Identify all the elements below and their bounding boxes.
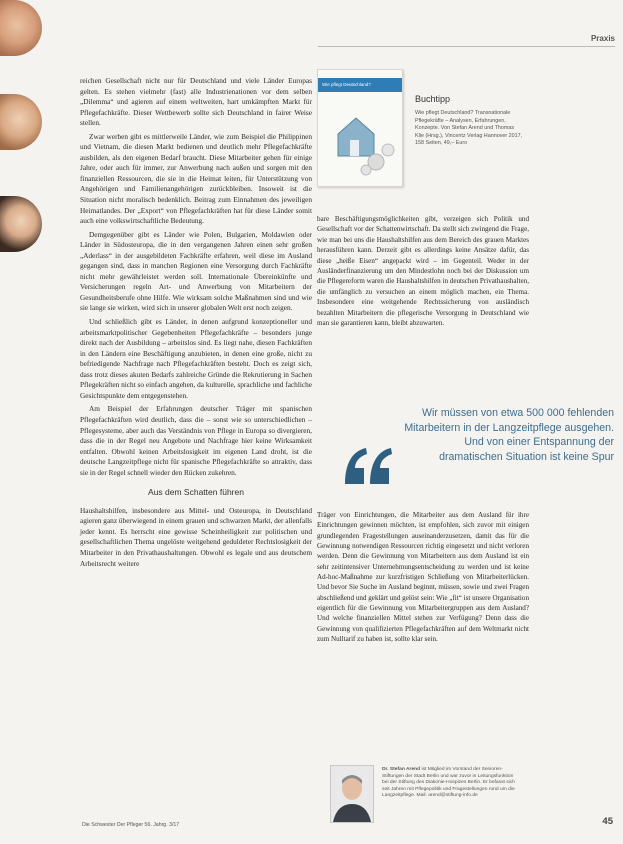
paragraph: bare Beschäftigungsmöglichkeiten gibt, verzeigen sich Politik und Gesellschaft vor der Schattenwirtschaft. Da stellt sich zwingend die Frage, wie man bei uns die Haushaltshilfen aus dem Bereich des grauen Marktes herausführen kann. Derzeit gibt es allerdings keine Ansätze dafür, das diese „heiße Eisen“ angepackt wird – im Gegenteil. Weder in der Ausländerfinanzierung um den Mindestlohn noch bei der Diskussion um die Pflegereform waren die Haushaltshilfen in deutschen Privathaushalten, die umfänglich zu versuchen an einem möglich machen, ein Thema. Insbesondere eine weitgehende Rechtssicherung von ausländisch bezahlten Mitarbeitern die pflegerische Versorgung in Deutschland wie man sie garantieren kann, bleibt abzuwarten. [317, 215, 529, 328]
section-label: Praxis [590, 34, 615, 43]
face-photo [0, 196, 42, 252]
footer-journal: Die Schwester Der Pfleger 56. Jahrg. 3/17 [82, 822, 180, 828]
book-tip-title: Buchtipp [415, 94, 451, 104]
paragraph: Demgegenüber gibt es Länder wie Polen, Bulgarien, Moldawien oder Länder in Südosteuropa, die in den vergangenen Jahren einen sehr großen „Aderlass“ in der ausgebildeten Fachkräfte erfahren, weil diese im Ausland gegangen sind, dass in manchen Regionen eine Versorgung durch Fachkräfte nicht mehr gewährleistet werden soll. Internationale Übereinkünfte und Versicherungen regeln Art- und Anwerbung von Mitarbeitern der Gesundheitsberufe ohne Hilfe. Wie wirksam solche Maßnahmen sind und wie sie lange sie wirken, wird sich in unserer globalen Welt erst noch zeigen. [80, 229, 312, 313]
author-photo [330, 765, 374, 823]
book-cover-title: Wie pflegt Deutschland? [318, 78, 402, 92]
author-text: ist Mitglied im Vorstand der Senioren-Stiftungen der Stadt Berlin und war zuvor in Leitungsfunktion bei der Stiftung des Diakonie-Hospizes Berlin. Er befasst sich seit Jahren mit Pflegepolitik und Fragestellungen rund um die Langzeitpflege. Mail: arend@stiftung-info.de [382, 767, 515, 798]
puzzle-house-illustration [318, 70, 402, 186]
faces-photo-strip [0, 0, 44, 290]
book-tip-text: Wie pflegt Deutschland? Transnationale Pflegekräfte – Analysen, Erfahrungen, Konzepte. Von Stefan Arend und Thomas Klie (Hrsg.), Vincentz Verlag Hannover 2017, 158 Seiten, 49,– Euro [415, 110, 523, 147]
pull-quote [346, 406, 614, 464]
face-photo [0, 0, 42, 56]
pull-quote-text: Wir müssen von etwa 500 000 fehlenden Mitarbeitern in der Langzeitpflege ausgehen. Und von einer Entspannung der dramatischen Situation ist keine Spur [404, 407, 614, 463]
paragraph: Träger von Einrichtungen, die Mitarbeiter aus dem Ausland für ihre Einrichtungen gewinnen möchten, ist empfohlen, sich zuvor mit einigen grundlegenden Fragestellungen auseinanderzusetzen, damit das für die Gewinnung notwendigen Ressourcen richtig eingesetzt und nicht verloren werden. Denn die Gewinnung von Mitarbeitern aus dem Ausland ist ein sehr zeitintensiver Unternehmungsentscheidung zu werden und ist keine Ad-hoc-Maßnahme zur kurzfristigen Schließung von Mitarbeiterlücken. Und bevor Sie Suche im Ausland beginnt, müssen, sowie und zwei Fragen abschließend und geklärt und gelöst sein: Wie „fit“ ist unsere Organisation eigentlich für die Gewinnung von Mitarbeitergruppen aus dem Ausland? Und welche finanziellen Mittel stehen zur Verfügung? Denn dass die Gewinnung von qualifizierten Pflegefachkräften auf dem Weltmarkt nicht zum Nulltarif zu haben ist, sollte klar sein. [317, 511, 529, 644]
paragraph: Am Beispiel der Erfahrungen deutscher Träger mit spanischen Pflegefachkräften wird deutlich, dass die – sonst wie so unterschiedlichen – Pflegesysteme, aber auch das Verständnis von Pflege in Europa so divergieren, dass die in der Regel neu Angebote und Nachfrage hier keine Wirksamkeit entfalten. Obwohl keinen Arbeitslosigkeit im eigenen Land droht, ist die deutsche Langzeitpflege nicht für spanische Pflegefachkräfte so attraktiv, dass sie in der Regel schnell wieder den Rücken zukehren. [80, 404, 312, 477]
author-name: Dr. Stefan Arend [382, 767, 421, 772]
right-column-lower [317, 510, 529, 647]
face-photo [0, 94, 42, 150]
header-rule [318, 46, 615, 47]
paragraph: Haushaltshilfen, insbesondere aus Mittel- und Osteuropa, in Deutschland agieren ganz überwiegend in einem grauen und schwarzen Markt, der allenfalls jeder kennt. Es herrscht eine gewisse Scheinheiligkeit zur politischen und gesellschaftlichen Thema ungelöste weitgehend geduldeter Rechtslosigkeit der Mitarbeiter in den Privathaushaltungen. Obwohl es legale und aus deutschem Arbeitsrecht weitere [80, 505, 312, 568]
book-cover [317, 69, 403, 187]
page-number: 45 [602, 816, 613, 827]
paragraph: Zwar werben gibt es mittlerweile Länder, wie zum Beispiel die Philippinen und Vietnam, die diesen Markt bedienen und deutlich mehr Pflegefachkräfte ausbilden, als den eigenen Bedarf braucht. Diese Mitarbeiter gehen für einige Jahre, oder auch für immer, zur Anwerbung nach außen und sorgen mit den finanziellen Ressourcen, die sie in die Heimat leiten, für Unterstützung von Angehörigen und Familienangehörigen zurückbleiben. Insoweit ist die Situation nicht moralisch bedenklich. Beitrag zum Einnahmen des jeweiligen Heimatlandes. Der „Export“ von Pflegefachkräften hat für diese Länder somit auch eine volkswirtschaftliche Bedeutung. [80, 131, 312, 226]
right-column-upper [317, 214, 529, 331]
section-heading: Aus dem Schatten führen [148, 487, 244, 498]
author-portrait [331, 766, 373, 822]
paragraph: reichen Gesellschaft nicht nur für Deutschland und viele Länder Europas gelten. Es stehen vielmehr (fast) alle Industrienationen vor dem selben „Dilemma“ und agieren auf einem weltweiten, hart umkämpften Markt für Pflegefachkräfte. Dieser Wettbewerb sollte sich Deutschland in fairer Weise stellen. [80, 76, 312, 128]
paragraph: Und schließlich gibt es Länder, in denen aufgrund konzeptioneller und arbeitsmarktpolitischer Gegebenheiten Pflegefachkräfte – besonders junge direkt nach der Ausbildung – arbeitslos sind. Es liegt nahe, diesen Fachkräften in den Ländern eine Beschäftigung anzubieten, in denen eine große, nicht zu befriedigende Nachfrage nach Pflegefachkräften besteht. Doch es zeigt sich, dass trotz dieses akuten Bedarfs zahlreiche Gründe die Rekrutierung in Sachen Pflegekräften nicht so einfach angehen, da kulturelle, sprachliche und fachliche Gesichtspunkte dem entgegenstehen. [80, 317, 312, 400]
author-bio [382, 767, 520, 800]
left-column [80, 76, 312, 572]
